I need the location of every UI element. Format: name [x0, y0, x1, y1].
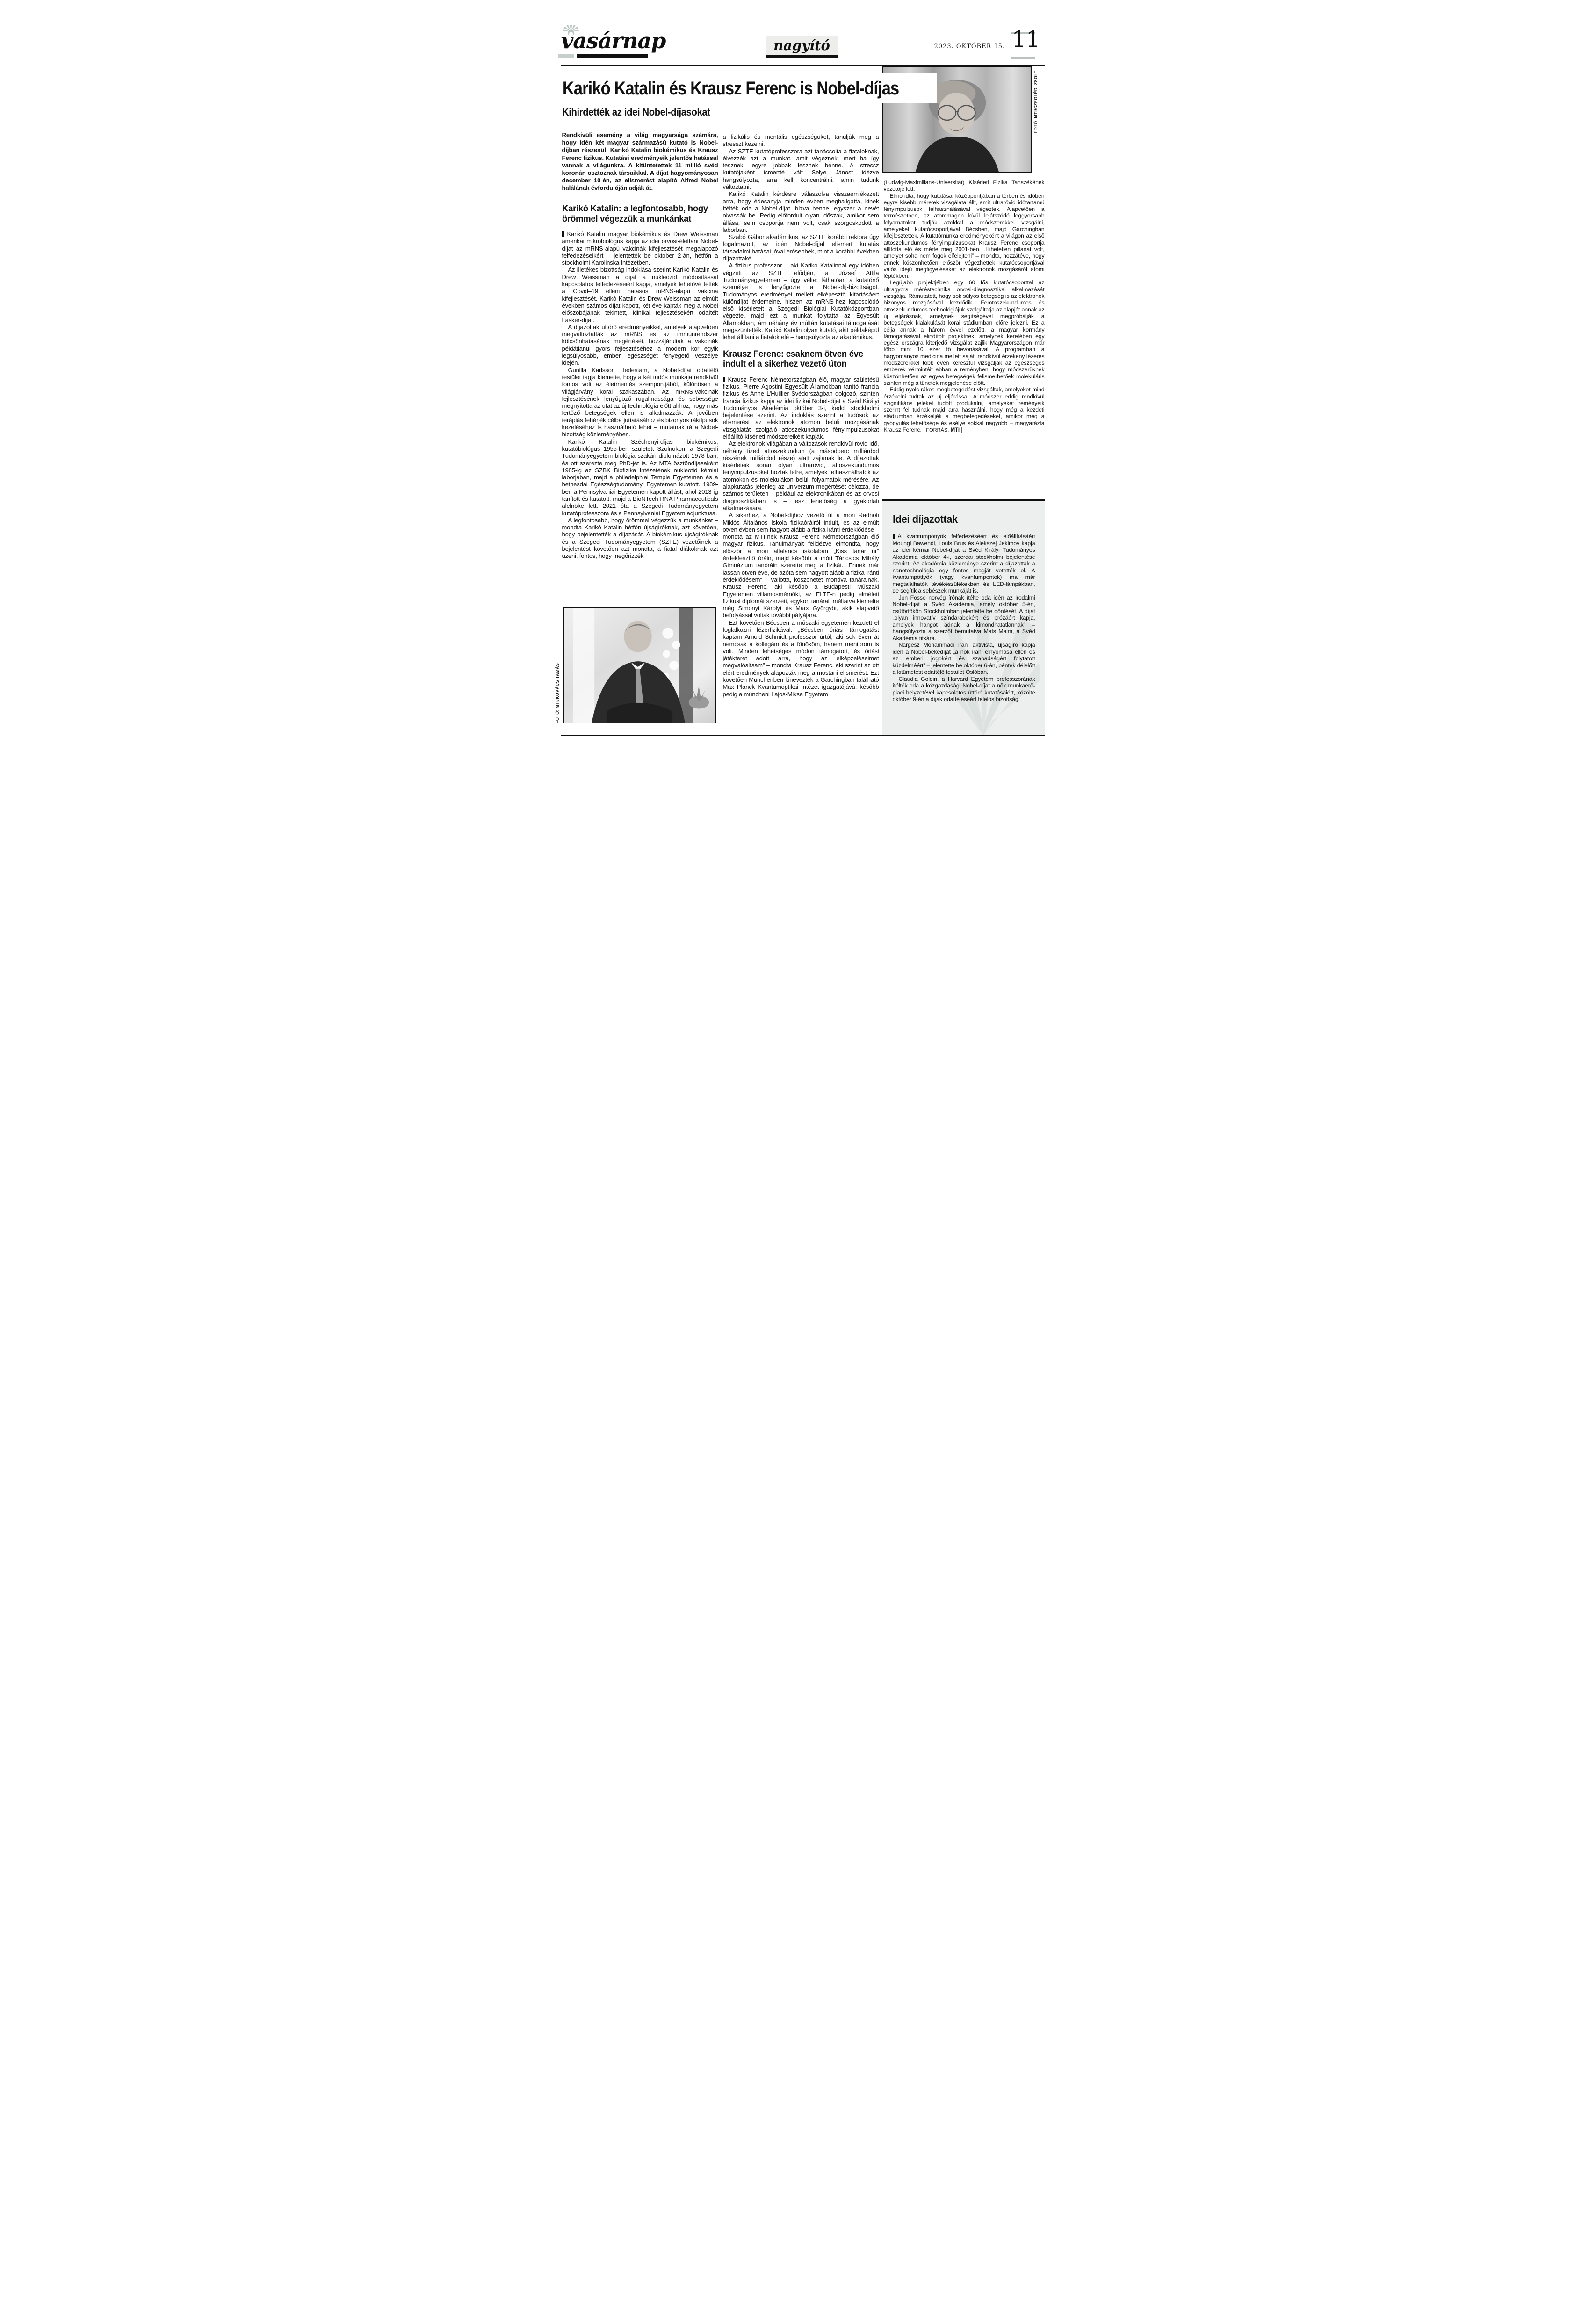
paragraph: A fizikus professzor – aki Karikó Katalinnal egy időben végzett az SZTE elődjén, a József Attila Tudományegyetemen – úgy vélte: láthatóan a kutatónő személye is lenyűgözte a Nobel-díj-bizottságot. Tudományos eredményei mellett elképesztő kitartásáért különdíjat érdemelne, hiszen az mRNS-hez kapcsolódó első kísérleteit a Szegedi Biológiai Kutatóközpontban végezte, majd ezt a munkát folytatta az Egyesült Államokban, ám néhány év múltán kutatásai támogatását megszüntették. Karikó Katalin olyan kutató, akit példaképül lehet állítani a fiatalok elé – hangsúlyozta az akadémikus.: [722, 262, 879, 341]
photo-krausz-ferenc: [563, 607, 716, 723]
issue-date: 2023. OKTÓBER 15.: [934, 43, 1005, 50]
paragraph: Az illetékes bizottság indoklása szerint Karikó Katalin és Drew Weissman a díjat a nukleozid módosítással kapcsolatos felfedezéseiért kapja, amelyek lehetővé tették a Covid–19 elleni hatásos mRNS-alapú vakcina kifejlesztését. Karikó Katalin és Drew Weissman az elmúlt években számos díjat kapott, két éve kapták meg a Nobel előszobájának tekintett, klinikai fejlesztésekért odaítélt Lasker-díjat.: [562, 266, 718, 324]
paragraph: A díjazottak úttörő eredményeikkel, amelyek alapvetően megváltoztatták az mRNS és az immunrendszer kölcsönhatásának megértését, hozzájárultak a vakcinák példátlanul gyors fejlesztéséhez a modern kor egyik legsúlyosabb, emberi egészséget fenyegető veszélye idején.: [562, 323, 718, 367]
masthead-gray-bar: [558, 54, 574, 58]
column-3: [884, 179, 1045, 488]
paragraph: Karikó Katalin magyar biokémikus és Drew Weissman amerikai mikrobiológus kapja az idei orvosi-élettani Nobel-díjat az mRNS-alapú vakcinák kifejlesztését megalapozó felfedezéseikért – jelentették be október 2-án, hétfőn a stockholmi Karolinska Intézetben.: [562, 231, 718, 267]
paragraph: Az elektronok világában a változások rendkívül rövid idő, néhány tized attoszekundum (a másodperc milliárdod részének milliárdod része) alatt zajlanak le. A díjazottak kísérleteik során olyan ultrarövid, attoszekundumos fényimpulzusokat hoztak létre, amelyek felhasználhatók az atomokon és molekulákon belüli folyamatok mérésére. Az alapkutatás jelenleg az univerzum megértését célozza, de számos területen – például az elektronikában és az orvosi diagnosztikában is – lesz lehetőség a gyakorlati alkalmazására.: [722, 440, 879, 512]
paragraph: A sikerhez, a Nobel-díjhoz vezető út a móri Radnóti Miklós Általános Iskola fizikaóráiról indult, és az elmúlt ötven évben sem hagyott alább a fizika iránti érdeklődése – mondta az MTI-nek Krausz Ferenc Németországban élő magyar fizikus. Tanulmányait felidézve elmondta, hogy először a móri általános iskolában „Kiss tanár úr” érdekfeszítő óráin, majd később a móri Táncsics Mihály Gimnázium tanóráin szerette meg a fizikát. „Ennek már lassan ötven éve, de azóta sem hagyott alább a fizika iránti érdeklődésem” – vallotta, köszönetet mondva tanárainak. Krausz Ferenc, aki később a Budapesti Műszaki Egyetemen villamosmérnöki, az ELTE-n pedig elméleti fizikusi diplomát szerzett, egykori tanárait méltatva kiemelte még Simonyi Károlyt és Marx Györgyöt, akik alapvető befolyással voltak további pályájára.: [722, 512, 879, 619]
paragraph: Elmondta, hogy kutatásai középpontjában a térben és időben egyre kisebb méretek vizsgálata állt, amit ultrarövid időtartamú fényimpulzusok felhasználásával végeztek. Alapvetően a természetben, az atommagon kívül lejátszódó leggyorsabb folyamatokat tudják azokkal a módszerekkel vizsgálni, amelyeket kutatócsoportjával Bécsben, majd Garchingban kifejlesztettek. A kutatómunka eredményeként a világon az első attoszekundumos fényimpulzusokat Krausz Ferenc csoportja állította elő és mérte meg 2001-ben. „Hihetetlen pillanat volt, amelyet soha nem fogok elfelejteni” – mondta, hozzátéve, hogy ennek köszönhetően először végezhettek kutatócsoportjával valós idejű megfigyeléseket az elektronok mozgásáról atomi léptékben.: [883, 192, 1045, 280]
photo-credit-kariko: FOTÓ: MTI/CZEGLÉDI ZSOLT: [1033, 70, 1038, 133]
paragraph-marker-icon: [893, 534, 895, 539]
sidebar-box-content: [893, 513, 1035, 703]
paragraph-marker-icon: [723, 377, 725, 382]
paragraph: A kvantumpöttyök felfedezéséért és előállításáért Moungi Bawendi, Louis Brus és Alekszej Jekimov kapja az idei kémiai Nobel-díjat a Svéd Királyi Tudományos Akadémia október 4-i, szerdai stockholmi bejelentése szerint. Az akadémia közleménye szerint a díjazottak a nanotechnológia egy fontos magját vetették el. A kvantumpöttyök (vagy kvantumpontok) ma már megtalálhatók tévékészülékekben és LED-lámpákban, de segítik a sebészek munkáját is.: [892, 533, 1035, 594]
lead-paragraph: Rendkívüli esemény a világ magyarsága számára, hogy idén két magyar származású kutató is Nobel-díjban részesül: Karikó Katalin biokémikus és Krausz Ferenc fizikus. Kutatási eredményeik jelentős hatással vannak a világunkra. A kitüntetettek 11 millió svéd koronán osztoznak társaikkal. A díjat hagyományosan december 10-én, az elismerést alapító Alfred Nobel halálának évfordulóján adják át.: [562, 131, 718, 192]
paragraph: Szabó Gábor akadémikus, az SZTE korábbi rektora úgy fogalmazott, az idén Nobel-díjjal elismert kutatás társadalmi hatásai jóval erősebbek, mint a korábbi években díjazottaké.: [722, 233, 879, 262]
paragraph: Karikó Katalin Széchenyi-díjas biokémikus, kutatóbiológus 1955-ben született Szolnokon, a Szegedi Tudományegyetem biológia szakán diplomázott 1978-ban, és ott szerezte meg PhD-jét is. Az MTA ösztöndíjasaként 1985-ig az SZBK Biofizika Intézetének nukleotid kémiai laborjában, majd a philadelphiai Temple Egyetemen és a bethesdai Egészségtudományi Egyetemen kutatott. 1989-ben a Pennsylvaniai Egyetemen kapott állást, ahol 2013-ig tanított és kutatott, majd a BioNTech RNA Pharmaceuticals alelnöke lett. 2021 óta a Szegedi Tudományegyetem kutatóprofesszora és a Pennsylvaniai Egyetem adjunktusa.: [562, 438, 718, 517]
masthead-logo: vasárnap: [561, 28, 666, 53]
paragraph: Gunilla Karlsson Hedestam, a Nobel-díjat odaítélő testület tagja kiemelte, hogy a két tudós munkája rendkívül fontos volt az életmentés szempontjából, különösen a világjárvány korai szakaszában. Az mRNS-vakcinák fejlesztésének lenyűgöző rugalmassága és sebessége megnyitotta az utat az új technológia előtt ahhoz, hogy más fertőző betegségek ellen is alkalmazzák. A jövőben terápiás fehérjék célba juttatásához és bizonyos ráktípusok kezeléséhez is használható lehet – mutatnak rá a Nobel-bizottság közleményében.: [562, 366, 718, 438]
section-heading-kariko: Karikó Katalin: a legfontosabb, hogy örömmel végezzük a munkánkat: [562, 204, 708, 224]
section-underline: [766, 55, 838, 58]
paragraph: a fizikális és mentális egészségüket, tanulják meg a stresszt kezelni.: [722, 133, 879, 148]
newspaper-page: [532, 0, 1064, 773]
headline: Karikó Katalin és Krausz Ferenc is Nobel-díjas: [562, 78, 899, 99]
paragraph: (Ludwig-Maximilians-Universität) Kísérleti Fizika Tanszékének vezetője lett.: [883, 179, 1045, 193]
headline-box: [559, 73, 937, 103]
column-2: [723, 133, 879, 733]
paragraph: Jon Fosse norvég írónak ítélte oda idén az irodalmi Nobel-díjat a Svéd Akadémia, amely október 5-én, csütörtökön Stockholmban jelentette be döntését. A díjat „olyan innovatív színdarabokért és prózáért kapja, amelyek hangot adnak a kimondhatatlannak” – hangsúlyozta a szerzőt bemutatva Mats Malm, a Svéd Akadémia titkára.: [892, 594, 1035, 642]
paragraph-marker-icon: [562, 231, 564, 237]
column-1: [562, 204, 718, 600]
sidebar-box-idei-dijazottak: [882, 499, 1045, 736]
section-heading-krausz: Krausz Ferenc: csaknem ötven éve indult el a sikerhez vezető úton: [722, 348, 863, 369]
portrait-man-illustration: [564, 608, 715, 723]
paragraph: Az SZTE kutatóprofesszora azt tanácsolta a fiataloknak, élvezzék azt a munkát, amit végeznek, mert ha így tesznek, egyre jobbak lesznek benne. A stressz kutatójaként ismertté vált Selye Jánost idézve hangsúlyozta, arra kell koncentrálni, amin tudunk változtatni.: [722, 147, 879, 191]
paragraph: Legújabb projektjében egy 60 fős kutatócsoporttal az ultragyors méréstechnika orvosi-diagnosztikai alkalmazását vizsgálja. Rámutatott, hogy sok súlyos betegség is az elektronok bizonyos mozgásával kezdődik. Femtoszekundumos és attoszekundumos technológiájuk szolgáltatja az alapját annak az új eljárásnak, amelynek segítségével megpróbálják a betegségek kialakulását korai stádiumban előre jelezni. Ez a célja annak a három évvel ezelőtt, a magyar kormány támogatásával elindított projektnek, amelynek keretében egy egész országra kiterjedő vizsgálat zajlik Magyarországon már több mint 10 ezer fő bevonásával. A programban a hagyományos medicina mellett saját, rendkívül érzékeny lézeres módszereikkel több éven keresztül vizsgálják az egészséges emberek vérmintáit abban a reményben, hogy módszerüknek köszönhetően az egyes betegségek felismerhetőek molekuláris szinten még a tünetek megjelenése előtt.: [883, 279, 1045, 386]
section-label: nagyító: [773, 37, 830, 53]
source-credit: | FORRÁS: MTI |: [923, 426, 963, 433]
paragraph: Karikó Katalin kérdésre válaszolva visszaemlékezett arra, hogy édesanyja minden évben meghallgatta, kinek ítélték oda a Nobel-díjat, bízva benne, egyszer a nevét olvassák be. Pedig előfordult olyan időszak, amikor sem állása, sem csoportja nem volt, csak szorgoskodott a laborban.: [722, 190, 879, 233]
paragraph: Nargesz Mohammadi iráni aktivista, újságíró kapja idén a Nobel-békedíjat „a nők iráni elnyomása ellen és az emberi jogokért és szabadságért folytatott küzdelméért” – jelentette be október 6-án, péntek délelőtt a kitüntetést odaítélő testület Oslóban.: [892, 642, 1035, 675]
paragraph: Krausz Ferenc Németországban élő, magyar születésű fizikus, Pierre Agostini Egyesült Államokban tanító francia fizikus és Anne L’Huillier Svédországban dolgozó, szintén francia fizikus kapja az idei fizikai Nobel-díjat a Svéd Királyi Tudományos Akadémia október 3-i, keddi stockholmi bejelentése szerint. Az indoklás szerint a tudósok az elismerést az elektronok atomon belüli mozgásának vizsgálatát szolgáló attoszekundumos fényimpulzusokat előállító kísérleti módszereikért kapják.: [722, 376, 879, 440]
page-number-bar-bottom: [1011, 57, 1035, 59]
subheadline: Kihirdették az idei Nobel-díjasokat: [562, 106, 710, 118]
page-number: 11: [1011, 26, 1040, 52]
paragraph: Ezt követően Bécsben a műszaki egyetemen kezdett el foglalkozni lézerfizikával. „Bécsben óriási támogatást kaptam Arnold Schmidt professzor úrtól, aki sok éven át nemcsak a kollégám és a főnököm, hanem mentorom is volt. Minden lehetséges módon támogatott, és óriási játékteret adott arra, hogy az elképzeléseimet megvalósítsam” – mondta Krausz Ferenc, aki szerint az ott elért eredmények alapozták meg a mostani elismerést. Ezt követően Münchenben kinevezték a Garchingban található Max Planck Kvantumoptikai Intézet igazgatójává, később pedig a müncheni Lajos-Miksa Egyetem: [722, 619, 879, 698]
sidebar-box-heading: Idei díjazottak: [892, 513, 958, 525]
footer-rule: [561, 735, 1045, 736]
paragraph: A legfontosabb, hogy örömmel végezzük a munkánkat – mondta Karikó Katalin hétfőn újságíróknak, azt követően, hogy bejelentették a díjazását. A biokémikus újságíróknak és a Szegedi Tudományegyetem (SZTE) vezetőinek a bejelentést követően azt mondta, a fiatal diákoknak azt üzeni, fontos, hogy megőrizzék: [562, 516, 718, 560]
photo-credit-krausz: FOTÓ: MTI/KOVÁCS TAMÁS: [555, 663, 560, 723]
paragraph: Claudia Goldin, a Harvard Egyetem professzorának ítélték oda a közgazdasági Nobel-díjat a nők munkaerő-piaci helyzetével kapcsolatos úttörő kutatásaiért, közölte október 9-én a díjak odaítéléséért felelős bizottság.: [892, 675, 1035, 702]
paragraph-with-source: Eddig nyolc rákos megbetegedést vizsgáltak, amelyeket mind érzékelni tudtak az új eljárással. A módszer eddig rendkívül szignifikáns jeleket tudott produkálni, amelyeket reményeik szerint fel tudnak majd arra használni, hogy még a kezdeti stádiumban érzékeljék a megbetegedéseket, amikor még a gyógyulás lehetősége és esélye sokkal nagyobb – magyarázta Krausz Ferenc. | FORRÁS: MTI |: [883, 386, 1045, 433]
section-label-box: [766, 36, 838, 58]
masthead-underline: [577, 54, 648, 58]
